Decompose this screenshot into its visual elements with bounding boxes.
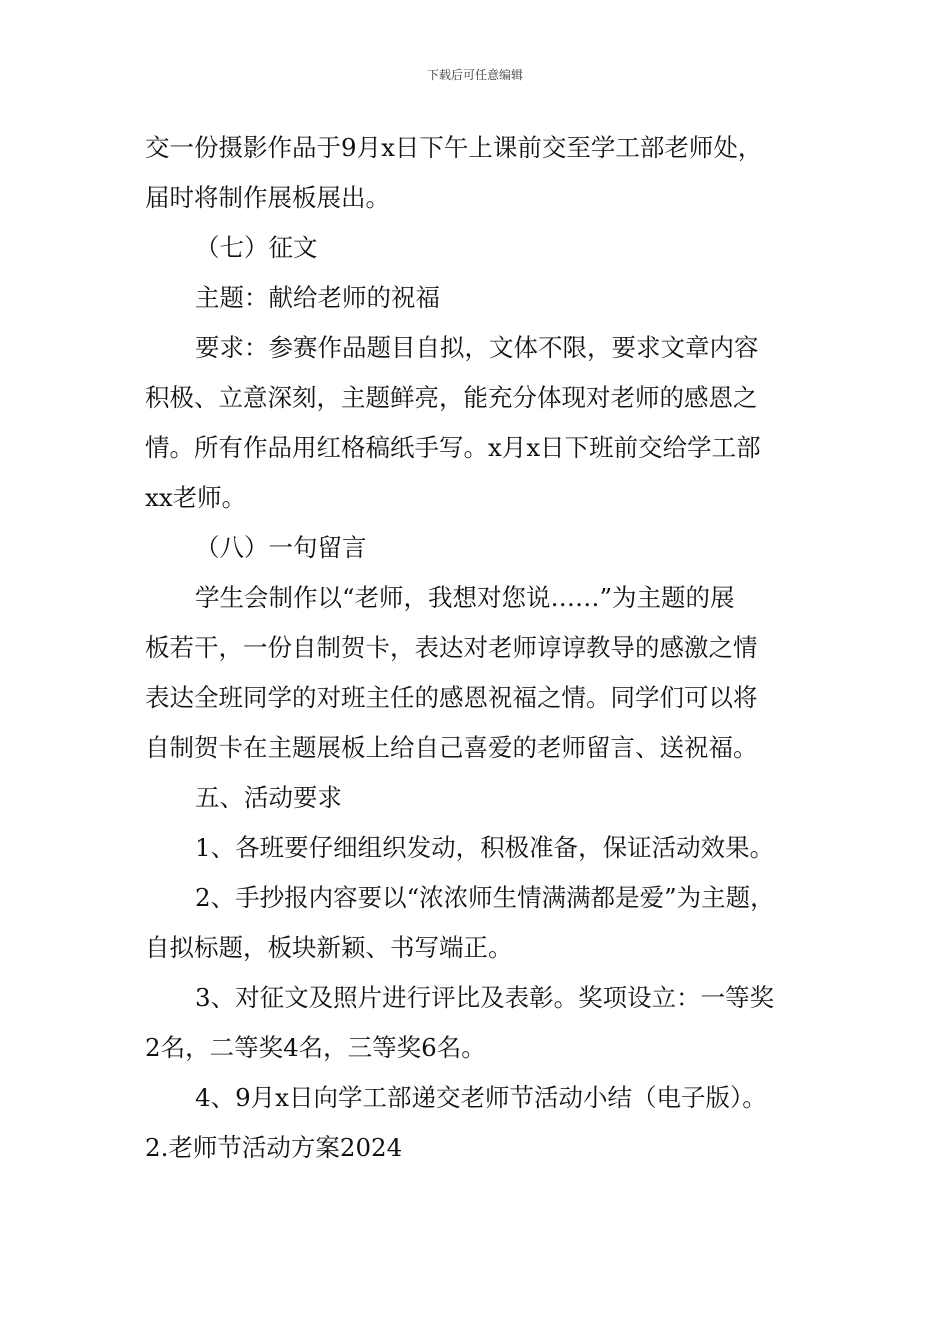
body-line: 自制贺卡在主题展板上给自己喜爱的老师留言、送祝福。 bbox=[145, 733, 758, 762]
list-item: 3、对征文及照片进行评比及表彰。奖项设立：一等奖 bbox=[195, 983, 775, 1012]
list-item: 4、9月x日向学工部递交老师节活动小结（电子版）。 bbox=[195, 1083, 767, 1112]
body-line: 情。所有作品用红格稿纸手写。x月x日下班前交给学工部 bbox=[145, 433, 761, 462]
document-title: 2.老师节活动方案2024 bbox=[145, 1133, 403, 1162]
body-line: 板若干，一份自制贺卡，表达对老师谆谆教导的感激之情 bbox=[145, 633, 758, 662]
section-heading: 五、活动要求 bbox=[195, 783, 342, 812]
body-line: xx老师。 bbox=[145, 483, 247, 512]
section-heading: （七）征文 bbox=[195, 233, 318, 262]
body-line: 积极、立意深刻，主题鲜亮，能充分体现对老师的感恩之 bbox=[145, 383, 758, 412]
body-line: 表达全班同学的对班主任的感恩祝福之情。同学们可以将 bbox=[145, 683, 758, 712]
body-line: 学生会制作以“老师，我想对您说……”为主题的展 bbox=[195, 583, 735, 612]
list-item: 1、各班要仔细组织发动，积极准备，保证活动效果。 bbox=[195, 833, 775, 862]
body-line: 要求：参赛作品题目自拟，文体不限，要求文章内容 bbox=[195, 333, 759, 362]
section-heading: （八）一句留言 bbox=[195, 533, 367, 562]
body-line: 2名，二等奖4名，三等奖6名。 bbox=[145, 1033, 486, 1062]
body-line: 届时将制作展板展出。 bbox=[145, 183, 390, 212]
page-header-note: 下载后可任意编辑 bbox=[426, 68, 523, 82]
body-line: 主题：献给老师的祝福 bbox=[195, 283, 440, 312]
list-item: 2、手抄报内容要以“浓浓师生情满满都是爱”为主题， bbox=[195, 883, 775, 912]
body-line: 自拟标题，板块新颖、书写端正。 bbox=[145, 933, 513, 962]
body-line: 交一份摄影作品于9月x日下午上课前交至学工部老师处， bbox=[145, 133, 763, 162]
